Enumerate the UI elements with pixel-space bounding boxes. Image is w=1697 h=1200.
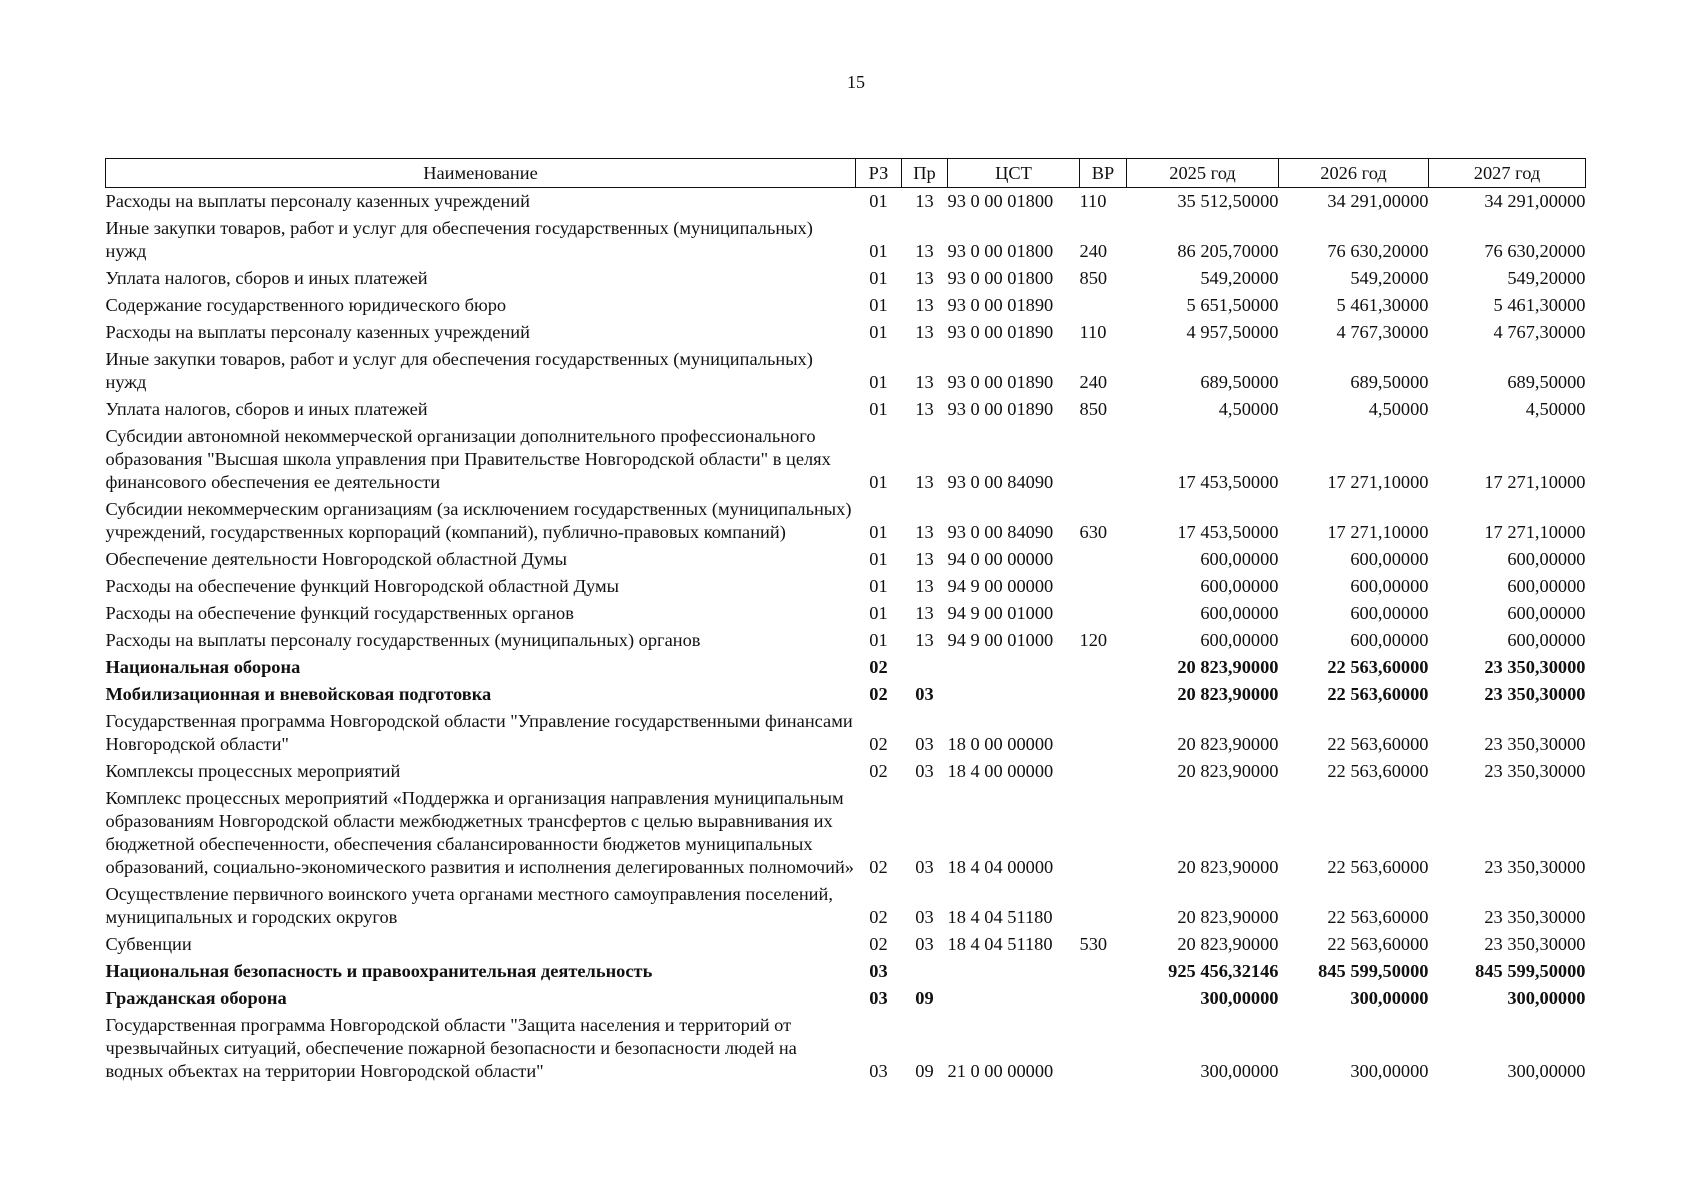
cell-cst: 18 4 04 51180 [947, 907, 1053, 927]
cell-2026: 22 563,60000 [1327, 934, 1429, 954]
cell-2025: 20 823,90000 [1177, 684, 1279, 704]
cell-2026: 600,00000 [1350, 630, 1429, 650]
table-row [106, 600, 1586, 627]
cell-vr: 240 [1079, 241, 1108, 261]
cell-vr: 850 [1079, 399, 1108, 419]
cell-2027: 23 350,30000 [1484, 734, 1586, 754]
cell-pr: 03 [915, 761, 934, 781]
cell-cst [948, 654, 1080, 681]
cell-pr: 13 [915, 630, 934, 650]
cell-vr [1080, 1012, 1127, 1085]
cell-vr: 240 [1079, 372, 1108, 392]
cell-rz: 02 [869, 934, 888, 954]
cell-pr: 13 [915, 372, 934, 392]
cell-pr: 13 [915, 191, 934, 211]
cell-vr [1080, 681, 1127, 708]
table-row [106, 546, 1586, 573]
cell-2025: 20 823,90000 [1177, 934, 1279, 954]
cell-name: Национальная оборона [105, 657, 301, 677]
cell-pr: 09 [915, 988, 934, 1008]
cell-cst: 93 0 00 01890 [947, 322, 1054, 342]
cell-vr [1080, 758, 1127, 785]
cell-name: Комплексы процессных мероприятий [105, 761, 401, 781]
header-2025: 2025 год [1127, 159, 1279, 188]
cell-cst: 94 0 00 00000 [947, 549, 1054, 569]
cell-2027: 845 599,50000 [1475, 961, 1586, 981]
cell-2025: 300,00000 [1200, 1061, 1279, 1081]
table-row [106, 496, 1586, 546]
cell-vr [1080, 958, 1127, 985]
cell-name: Расходы на обеспечение функций Новгородской областной Думы [105, 576, 619, 596]
cell-rz: 01 [869, 372, 888, 392]
table-row [106, 958, 1586, 985]
cell-cst: 93 0 00 01890 [947, 372, 1054, 392]
cell-2027: 689,50000 [1507, 372, 1586, 392]
cell-pr: 13 [915, 322, 934, 342]
table-row [106, 396, 1586, 423]
cell-rz: 02 [869, 734, 888, 754]
cell-name: Субсидии автономной некоммерческой организации дополнительного профессионального образования "Высшая школа управления при Правительстве Новгородской области" в целях финансового обеспечения ее деятельности [105, 426, 831, 492]
table-row [106, 681, 1586, 708]
cell-2026: 845 599,50000 [1318, 961, 1429, 981]
cell-rz: 02 [869, 684, 888, 704]
cell-cst: 93 0 00 01800 [947, 191, 1054, 211]
cell-pr: 03 [915, 934, 934, 954]
cell-2026: 22 563,60000 [1327, 684, 1429, 704]
cell-2027: 4,50000 [1525, 399, 1586, 419]
cell-rz: 03 [869, 1061, 888, 1081]
cell-2027: 600,00000 [1507, 576, 1586, 596]
cell-2027: 5 461,30000 [1493, 295, 1586, 315]
cell-2027: 600,00000 [1507, 549, 1586, 569]
cell-cst: 93 0 00 01800 [947, 241, 1054, 261]
cell-name: Обеспечение деятельности Новгородской областной Думы [105, 549, 568, 569]
table-body [106, 188, 1586, 1086]
cell-2025: 600,00000 [1200, 603, 1279, 623]
table-row [106, 1012, 1586, 1085]
cell-cst: 93 0 00 01800 [947, 268, 1054, 288]
cell-name: Расходы на выплаты персоналу казенных учреждений [105, 191, 530, 211]
cell-cst: 94 9 00 01000 [947, 630, 1054, 650]
cell-2025: 549,20000 [1200, 268, 1279, 288]
table-row [106, 265, 1586, 292]
page-number: 15 [847, 72, 865, 92]
cell-vr [1080, 423, 1127, 496]
cell-cst: 18 4 04 00000 [947, 857, 1054, 877]
cell-cst: 21 0 00 00000 [947, 1061, 1054, 1081]
cell-2026: 600,00000 [1350, 549, 1429, 569]
header-2027: 2027 год [1429, 159, 1586, 188]
cell-cst [948, 985, 1080, 1012]
table-row [106, 215, 1586, 265]
cell-2026: 34 291,00000 [1327, 191, 1429, 211]
cell-2026: 4 767,30000 [1336, 322, 1429, 342]
table-row [106, 573, 1586, 600]
cell-pr: 13 [915, 603, 934, 623]
cell-2026: 22 563,60000 [1327, 761, 1429, 781]
cell-2026: 22 563,60000 [1327, 857, 1429, 877]
cell-cst: 93 0 00 84090 [947, 522, 1054, 542]
cell-vr [1080, 654, 1127, 681]
cell-vr [1080, 573, 1127, 600]
table-row [106, 654, 1586, 681]
table-row [106, 188, 1586, 216]
cell-name: Национальная безопасность и правоохранительная деятельность [105, 961, 653, 981]
cell-pr: 13 [915, 241, 934, 261]
cell-2026: 549,20000 [1350, 268, 1429, 288]
cell-rz: 01 [869, 576, 888, 596]
cell-2027: 17 271,10000 [1484, 522, 1586, 542]
cell-name: Комплекс процессных мероприятий «Поддержка и организация направления муниципальным образованиям Новгородской области межбюджетных трансфертов с целью выравнивания их бюджетной обеспеченности, обеспечения сбалансированности бюджетов муниципальных образований, социально-экономического развития и исполнения делегированных полномочий» [105, 788, 855, 877]
cell-vr [1080, 785, 1127, 881]
cell-cst: 93 0 00 01890 [947, 295, 1054, 315]
cell-rz: 01 [869, 241, 888, 261]
cell-2026: 300,00000 [1350, 988, 1429, 1008]
cell-2025: 925 456,32146 [1168, 961, 1279, 981]
cell-2027: 300,00000 [1507, 988, 1586, 1008]
cell-name: Расходы на выплаты персоналу государственных (муниципальных) органов [105, 630, 701, 650]
table-row [106, 785, 1586, 881]
cell-2027: 549,20000 [1507, 268, 1586, 288]
table-row [106, 292, 1586, 319]
cell-rz: 02 [869, 907, 888, 927]
cell-rz: 02 [869, 857, 888, 877]
cell-2025: 4,50000 [1218, 399, 1279, 419]
cell-2025: 35 512,50000 [1177, 191, 1279, 211]
table-row [106, 346, 1586, 396]
table-row [106, 627, 1586, 654]
header-vr: ВР [1080, 159, 1127, 188]
cell-rz: 01 [869, 191, 888, 211]
cell-rz: 01 [869, 549, 888, 569]
cell-2027: 23 350,30000 [1484, 934, 1586, 954]
cell-cst: 94 9 00 00000 [947, 576, 1054, 596]
cell-2026: 22 563,60000 [1327, 734, 1429, 754]
cell-name: Гражданская оборона [105, 988, 287, 1008]
cell-name: Государственная программа Новгородской области "Управление государственными финансами Новгородской области" [105, 711, 853, 754]
cell-pr: 03 [915, 734, 934, 754]
cell-cst: 18 4 00 00000 [947, 761, 1054, 781]
table-header-row [106, 159, 1586, 188]
cell-2027: 4 767,30000 [1493, 322, 1586, 342]
budget-table [105, 158, 1586, 1085]
cell-pr: 13 [915, 549, 934, 569]
cell-rz: 02 [869, 657, 888, 677]
cell-2026: 17 271,10000 [1327, 522, 1429, 542]
cell-2027: 23 350,30000 [1484, 907, 1586, 927]
cell-rz: 01 [869, 295, 888, 315]
cell-pr: 13 [915, 399, 934, 419]
cell-pr: 03 [915, 857, 934, 877]
cell-2025: 600,00000 [1200, 630, 1279, 650]
cell-vr: 630 [1079, 522, 1108, 542]
cell-pr: 13 [915, 522, 934, 542]
cell-name: Иные закупки товаров, работ и услуг для обеспечения государственных (муниципальных) нужд [105, 349, 813, 392]
header-cst: ЦСТ [948, 159, 1080, 188]
cell-vr: 530 [1079, 934, 1108, 954]
cell-2025: 20 823,90000 [1177, 857, 1279, 877]
cell-name: Государственная программа Новгородской области "Защита населения и территорий от чрезвычайных ситуаций, обеспечение пожарной безопасности и безопасности людей на водных объектах на территории Новгородской области" [105, 1015, 797, 1081]
cell-vr [1080, 985, 1127, 1012]
cell-2027: 23 350,30000 [1484, 684, 1586, 704]
cell-cst: 18 4 04 51180 [947, 934, 1053, 954]
cell-2025: 689,50000 [1200, 372, 1279, 392]
cell-pr: 13 [915, 295, 934, 315]
cell-rz: 01 [869, 322, 888, 342]
cell-vr: 120 [1079, 630, 1108, 650]
cell-rz: 03 [869, 961, 888, 981]
cell-name: Содержание государственного юридического бюро [105, 295, 507, 315]
cell-2027: 600,00000 [1507, 630, 1586, 650]
cell-2026: 600,00000 [1350, 576, 1429, 596]
cell-vr [1080, 292, 1127, 319]
cell-2026: 4,50000 [1368, 399, 1429, 419]
cell-pr: 13 [915, 268, 934, 288]
cell-2025: 5 651,50000 [1186, 295, 1279, 315]
cell-pr: 09 [915, 1061, 934, 1081]
cell-pr: 13 [915, 576, 934, 596]
cell-vr: 110 [1079, 191, 1107, 211]
cell-2026: 5 461,30000 [1336, 295, 1429, 315]
cell-2026: 600,00000 [1350, 603, 1429, 623]
cell-2025: 17 453,50000 [1177, 522, 1279, 542]
cell-pr: 13 [915, 472, 934, 492]
cell-vr: 110 [1079, 322, 1107, 342]
cell-name: Осуществление первичного воинского учета органами местного самоуправления поселений, муниципальных и городских округов [105, 884, 833, 927]
cell-rz: 03 [869, 988, 888, 1008]
cell-rz: 01 [869, 472, 888, 492]
cell-name: Мобилизационная и вневойсковая подготовка [105, 684, 492, 704]
cell-2025: 20 823,90000 [1177, 734, 1279, 754]
cell-rz: 01 [869, 399, 888, 419]
cell-name: Субвенции [105, 934, 192, 954]
cell-pr [902, 654, 948, 681]
header-2026: 2026 год [1279, 159, 1429, 188]
cell-cst: 94 9 00 01000 [947, 603, 1054, 623]
cell-2025: 300,00000 [1200, 988, 1279, 1008]
cell-pr [902, 958, 948, 985]
cell-rz: 01 [869, 268, 888, 288]
table-row [106, 985, 1586, 1012]
cell-2026: 300,00000 [1350, 1061, 1429, 1081]
cell-pr: 03 [915, 684, 934, 704]
table-row [106, 423, 1586, 496]
cell-vr: 850 [1079, 268, 1108, 288]
cell-2026: 22 563,60000 [1327, 907, 1429, 927]
cell-cst: 93 0 00 01890 [947, 399, 1054, 419]
cell-cst [948, 681, 1080, 708]
cell-vr [1080, 546, 1127, 573]
cell-2027: 600,00000 [1507, 603, 1586, 623]
cell-2025: 4 957,50000 [1186, 322, 1279, 342]
header-pr: Пр [902, 159, 948, 188]
cell-rz: 01 [869, 522, 888, 542]
cell-name: Уплата налогов, сборов и иных платежей [105, 268, 428, 288]
cell-2027: 300,00000 [1507, 1061, 1586, 1081]
cell-2025: 20 823,90000 [1177, 761, 1279, 781]
table-row [106, 758, 1586, 785]
cell-name: Расходы на выплаты персоналу казенных учреждений [105, 322, 530, 342]
cell-2026: 76 630,20000 [1327, 241, 1429, 261]
cell-name: Иные закупки товаров, работ и услуг для обеспечения государственных (муниципальных) нужд [105, 218, 813, 261]
header-name: Наименование [106, 159, 856, 188]
cell-rz: 02 [869, 761, 888, 781]
cell-vr [1080, 600, 1127, 627]
cell-cst [948, 958, 1080, 985]
cell-2026: 22 563,60000 [1327, 657, 1429, 677]
cell-2026: 689,50000 [1350, 372, 1429, 392]
cell-name: Уплата налогов, сборов и иных платежей [105, 399, 428, 419]
cell-2025: 600,00000 [1200, 549, 1279, 569]
cell-name: Расходы на обеспечение функций государственных органов [105, 603, 574, 623]
cell-2026: 17 271,10000 [1327, 472, 1429, 492]
cell-vr [1080, 708, 1127, 758]
cell-cst: 93 0 00 84090 [947, 472, 1054, 492]
header-rz: РЗ [856, 159, 902, 188]
cell-2025: 600,00000 [1200, 576, 1279, 596]
cell-rz: 01 [869, 630, 888, 650]
cell-2025: 86 205,70000 [1177, 241, 1279, 261]
table-row [106, 708, 1586, 758]
cell-vr [1080, 881, 1127, 931]
cell-name: Субсидии некоммерческим организациям (за исключением государственных (муниципальных) учреждений, государственных корпораций (компаний), публично-правовых компаний) [105, 499, 852, 542]
cell-2025: 20 823,90000 [1177, 657, 1279, 677]
cell-pr: 03 [915, 907, 934, 927]
cell-2027: 76 630,20000 [1484, 241, 1586, 261]
table-row [106, 881, 1586, 931]
cell-2027: 23 350,30000 [1484, 657, 1586, 677]
cell-2025: 20 823,90000 [1177, 907, 1279, 927]
table-row [106, 931, 1586, 958]
cell-rz: 01 [869, 603, 888, 623]
cell-2027: 17 271,10000 [1484, 472, 1586, 492]
cell-2025: 17 453,50000 [1177, 472, 1279, 492]
cell-cst: 18 0 00 00000 [947, 734, 1054, 754]
table-row [106, 319, 1586, 346]
cell-2027: 34 291,00000 [1484, 191, 1586, 211]
cell-2027: 23 350,30000 [1484, 761, 1586, 781]
cell-2027: 23 350,30000 [1484, 857, 1586, 877]
